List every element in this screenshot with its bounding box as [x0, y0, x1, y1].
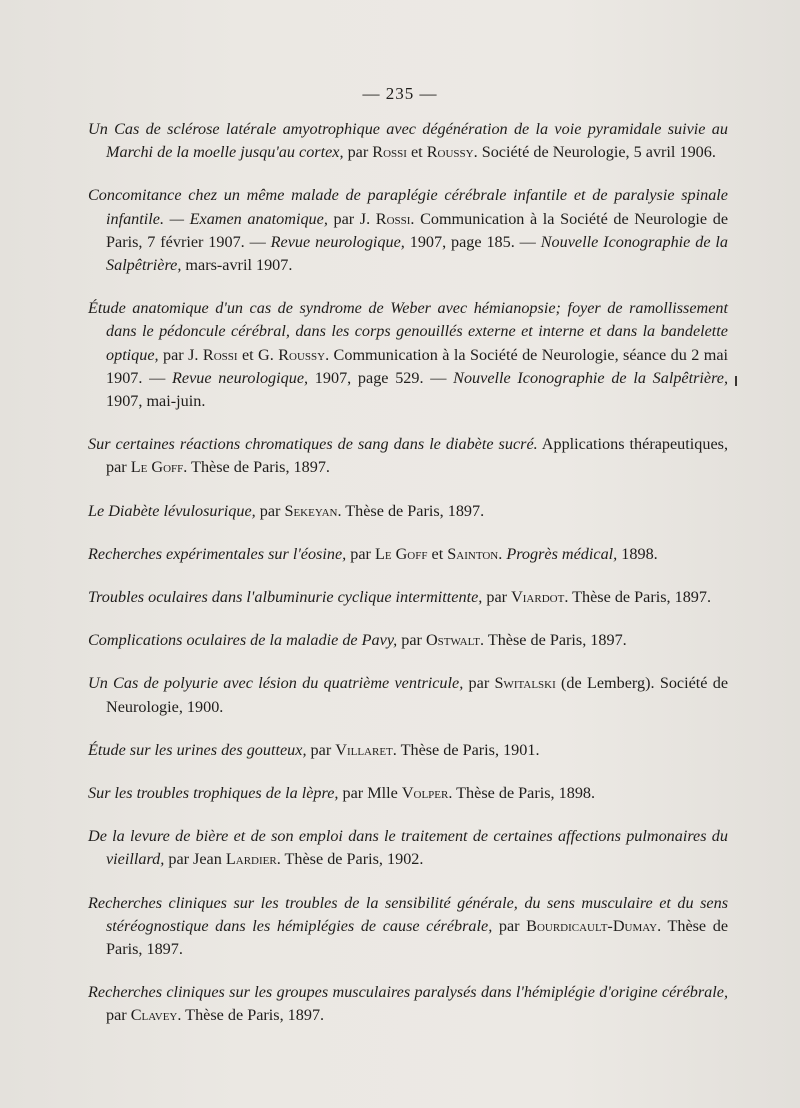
entry-text: . Société de Neurologie, 5 avril 1906.	[473, 143, 716, 162]
entry-text: . Thèse de Paris, 1897.	[177, 1006, 325, 1025]
author-name: Sainton	[447, 544, 499, 563]
entry-title-text: Un Cas de polyurie avec lésion du quatrième ventricule,	[88, 674, 464, 693]
entry-text: . Thèse de Paris, 1897.	[337, 501, 485, 520]
entry-text: par	[397, 631, 426, 650]
bibliography-entry	[88, 981, 728, 1027]
author-name: Rossi	[372, 143, 407, 162]
entry-title-text: Recherches expérimentales sur l'éosine,	[88, 544, 347, 563]
entry-text: . Thèse de Paris, 1897.	[564, 588, 712, 607]
entry-title-text: Le Diabète lévulosurique,	[88, 501, 256, 520]
entry-title-text: Revue neurologique,	[270, 232, 405, 251]
entry-text: . Communication à la Société de Neurologie, séance du 2 mai 1907. —	[106, 345, 729, 387]
entry-title-text: Troubles oculaires dans l'albuminurie cyclique intermittente,	[88, 588, 483, 607]
author-name: Switalski	[494, 674, 556, 693]
bibliography-entry	[88, 543, 728, 566]
author-name: Ostwalt	[425, 631, 481, 650]
entry-title-text: Étude anatomique d'un cas de syndrome de Weber avec hémianopsie; foyer de ramollissement dans le pédoncule cérébral, dans les corps genouillés externe et interne et dans la bandelette optique,	[88, 299, 728, 364]
entry-title-text: Recherches cliniques sur les troubles de la sensibilité générale, du sens musculaire et du sens stéréognostique dans les hémiplégies de cause cérébrale,	[88, 893, 728, 935]
entry-text: par	[306, 740, 336, 759]
author-name: Le Goff	[130, 458, 184, 477]
author-name: Lardier	[225, 850, 277, 869]
bibliography-entry	[88, 184, 728, 277]
author-name: Rossi	[375, 209, 411, 228]
entry-text: . Thèse de Paris, 1897.	[106, 916, 729, 959]
entry-text: 1898.	[617, 544, 658, 563]
entry-text: 1907, mai-juin.	[106, 392, 206, 411]
entry-text: par	[463, 674, 495, 693]
entry-text: par Mlle	[338, 784, 402, 803]
author-name: Roussy	[278, 345, 326, 364]
entry-text: par	[255, 501, 285, 520]
entry-text: par	[492, 916, 527, 935]
entry-text: . Communication à la Société de Neurologie de Paris, 7 février 1907. —	[106, 209, 729, 251]
entry-title-text: Étude sur les urines des goutteux,	[88, 740, 307, 759]
entry-title-text: Sur les troubles trophiques de la lèpre,	[88, 784, 339, 803]
entry-text: Applications thérapeutiques, par	[106, 435, 728, 477]
bibliography-entry	[88, 297, 728, 413]
entry-text: par	[346, 544, 375, 563]
entry-title-text: Nouvelle Iconographie de la Salpêtrière,	[453, 368, 729, 387]
entry-title-text: Sur certaines réactions chromatiques de sang dans le diabète sucré.	[88, 435, 538, 454]
bibliography-entry	[88, 739, 728, 762]
entry-text: par J.	[158, 345, 203, 364]
entry-text: par	[106, 1006, 131, 1025]
author-name: Viardot	[511, 588, 565, 607]
entry-title-text: Un Cas de sclérose latérale amyotrophique avec dégénération de la voie pyramidale suivie au Marchi de la moelle jusqu'au cortex,	[88, 120, 728, 162]
author-name: Rossi	[202, 345, 238, 364]
entry-text: mars-avril 1907.	[181, 256, 293, 275]
author-name: Clavey	[130, 1006, 178, 1025]
bibliography-entry	[88, 586, 728, 609]
margin-ink-mark	[735, 376, 737, 386]
author-name: Villaret	[335, 740, 393, 759]
bibliography-entry	[88, 118, 728, 164]
entry-title-text: Nouvelle Iconographie de la Salpêtrière,	[106, 232, 728, 275]
bibliography-entry	[88, 825, 728, 871]
bibliography-entry	[88, 433, 728, 479]
entry-text: par J.	[327, 209, 376, 228]
entry-title-text: Recherches cliniques sur les groupes musculaires paralysés dans l'hémiplégie d'origine cérébrale,	[88, 983, 728, 1002]
page-number: — 235 —	[362, 84, 438, 103]
entry-text: . Thèse de Paris, 1898.	[448, 784, 596, 803]
bibliography-entry	[88, 892, 728, 962]
entry-text: et	[406, 143, 427, 162]
entry-text: par	[343, 143, 373, 162]
entry-text: . Thèse de Paris, 1897.	[480, 631, 627, 650]
entry-title-text: De la levure de bière et de son emploi dans le traitement de certaines affections pulmonaires du vieillard,	[88, 827, 728, 869]
entry-title-text: Concomitance chez un même malade de paraplégie cérébrale infantile et de paralysie spinale infantile. — Examen anatomique,	[88, 186, 728, 228]
entry-title-text: Revue neurologique,	[172, 368, 309, 387]
entry-text: et	[427, 544, 448, 563]
author-name: Bourdicault-Dumay	[526, 916, 658, 935]
entry-text: (de Lemberg). Société de Neurologie, 1900.	[106, 674, 729, 716]
bibliography-list	[88, 118, 728, 1048]
entry-text: par Jean	[164, 850, 226, 869]
entry-text: par	[482, 588, 512, 607]
bibliography-entry	[88, 629, 728, 652]
author-name: Roussy	[426, 143, 474, 162]
entry-title-text: Complications oculaires de la maladie de Pavy,	[88, 631, 398, 650]
author-name: Sekeyan	[284, 501, 338, 520]
author-name: Le Goff	[374, 544, 428, 563]
entry-text: .	[498, 544, 507, 563]
bibliography-entry	[88, 672, 728, 718]
entry-text: . Thèse de Paris, 1902.	[276, 850, 424, 869]
entry-text: 1907, page 185. —	[404, 232, 541, 251]
author-name: Volper	[401, 784, 449, 803]
entry-text: 1907, page 529. —	[308, 368, 454, 387]
entry-text: . Thèse de Paris, 1901.	[392, 740, 540, 759]
entry-text: et G.	[237, 345, 279, 364]
bibliography-entry	[88, 500, 728, 523]
entry-title-text: Progrès médical,	[506, 544, 618, 563]
entry-text: . Thèse de Paris, 1897.	[183, 458, 330, 477]
bibliography-entry	[88, 782, 728, 805]
